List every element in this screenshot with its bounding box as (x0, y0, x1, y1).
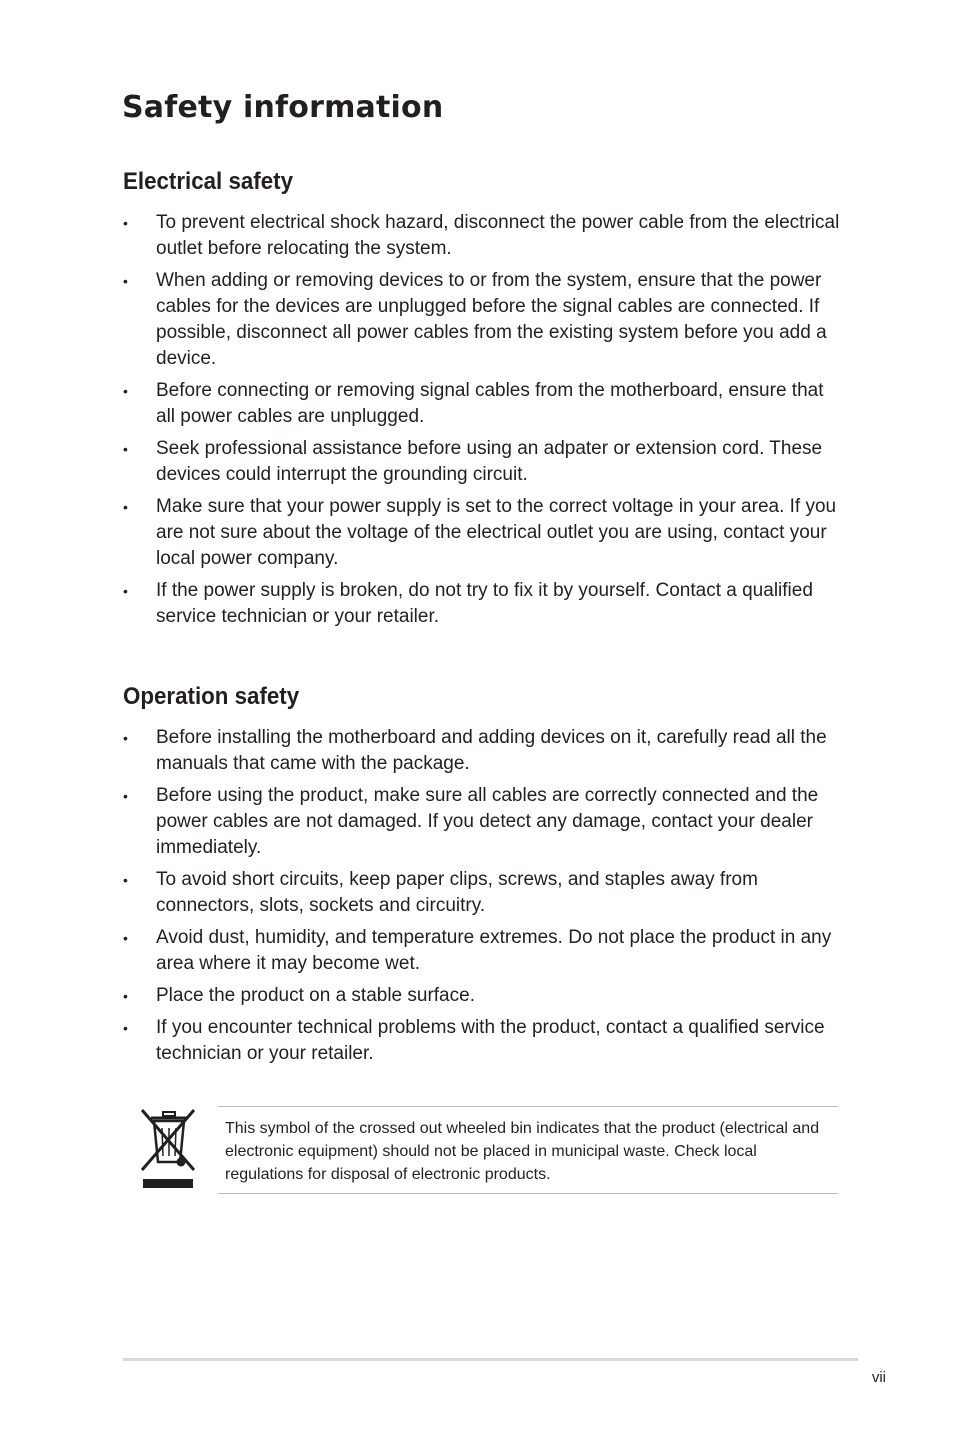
bullet-icon: • (123, 872, 128, 888)
bullet-icon: • (123, 583, 128, 599)
list-item-text: To prevent electrical shock hazard, disconnect the power cable from the electrical outlet before relocating the system. (156, 212, 840, 259)
notice-text: This symbol of the crossed out wheeled bin indicates that the product (electrical and electronic equipment) should not be placed in municipal waste. Check local regulations for disposal of electronic products. (225, 1120, 820, 1183)
list-item-text: Before installing the motherboard and adding devices on it, carefully read all the manuals that came with the package. (156, 727, 827, 774)
list-item (123, 578, 846, 630)
operation-safety-list (123, 725, 843, 1067)
list-item-text: To avoid short circuits, keep paper clips, screws, and staples away from connectors, slots, sockets and circuitry. (156, 869, 758, 916)
bullet-icon: • (123, 499, 128, 515)
bullet-icon: • (123, 930, 128, 946)
list-item (123, 983, 846, 1009)
notice-box (218, 1106, 838, 1194)
list-item-text: Before using the product, make sure all cables are correctly connected and the power cables are not damaged. If you detect any damage, contact your dealer immediately. (156, 785, 819, 858)
list-item (123, 925, 846, 977)
operation-safety-section (123, 683, 843, 1073)
list-item (123, 268, 846, 372)
list-item (123, 494, 846, 572)
crossed-out-wheeled-bin-icon (136, 1104, 200, 1192)
list-item-text: When adding or removing devices to or from the system, ensure that the power cables for the devices are unplugged before the signal cables are connected. If possible, disconnect all power cables from the existing system before you add a device. (156, 270, 827, 369)
list-item (123, 378, 846, 430)
list-item-text: If you encounter technical problems with the product, contact a qualified service technician or your retailer. (156, 1017, 825, 1064)
bullet-icon: • (123, 1020, 128, 1036)
bullet-icon: • (123, 788, 128, 804)
electrical-safety-list (123, 210, 843, 630)
page-title: Safety information (122, 90, 444, 125)
list-item (123, 725, 846, 777)
bullet-icon: • (123, 215, 128, 231)
operation-safety-heading: Operation safety (123, 683, 300, 710)
list-item-text: If the power supply is broken, do not try to fix it by yourself. Contact a qualified service technician or your retailer. (156, 580, 813, 627)
list-item-text: Seek professional assistance before using an adpater or extension cord. These devices could interrupt the grounding circuit. (156, 438, 823, 485)
bullet-icon: • (123, 988, 128, 1004)
electrical-safety-heading: Electrical safety (123, 168, 293, 195)
list-item (123, 1015, 846, 1067)
list-item-text: Avoid dust, humidity, and temperature extremes. Do not place the product in any area where it may become wet. (156, 927, 832, 974)
list-item-text: Make sure that your power supply is set to the correct voltage in your area. If you are not sure about the voltage of the electrical outlet you are using, contact your local power company. (156, 496, 837, 569)
list-item-text: Place the product on a stable surface. (156, 985, 475, 1006)
bullet-icon: • (123, 730, 128, 746)
list-item-text: Before connecting or removing signal cables from the motherboard, ensure that all power cables are unplugged. (156, 380, 824, 427)
list-item (123, 783, 846, 861)
list-item (123, 436, 846, 488)
list-item (123, 210, 846, 262)
electrical-safety-section (123, 168, 843, 636)
footer-divider (123, 1358, 858, 1361)
list-item (123, 867, 846, 919)
page-number: vii (871, 1369, 886, 1386)
bullet-icon: • (123, 273, 128, 289)
weee-notice (136, 1104, 838, 1192)
bullet-icon: • (123, 441, 128, 457)
bullet-icon: • (123, 383, 128, 399)
